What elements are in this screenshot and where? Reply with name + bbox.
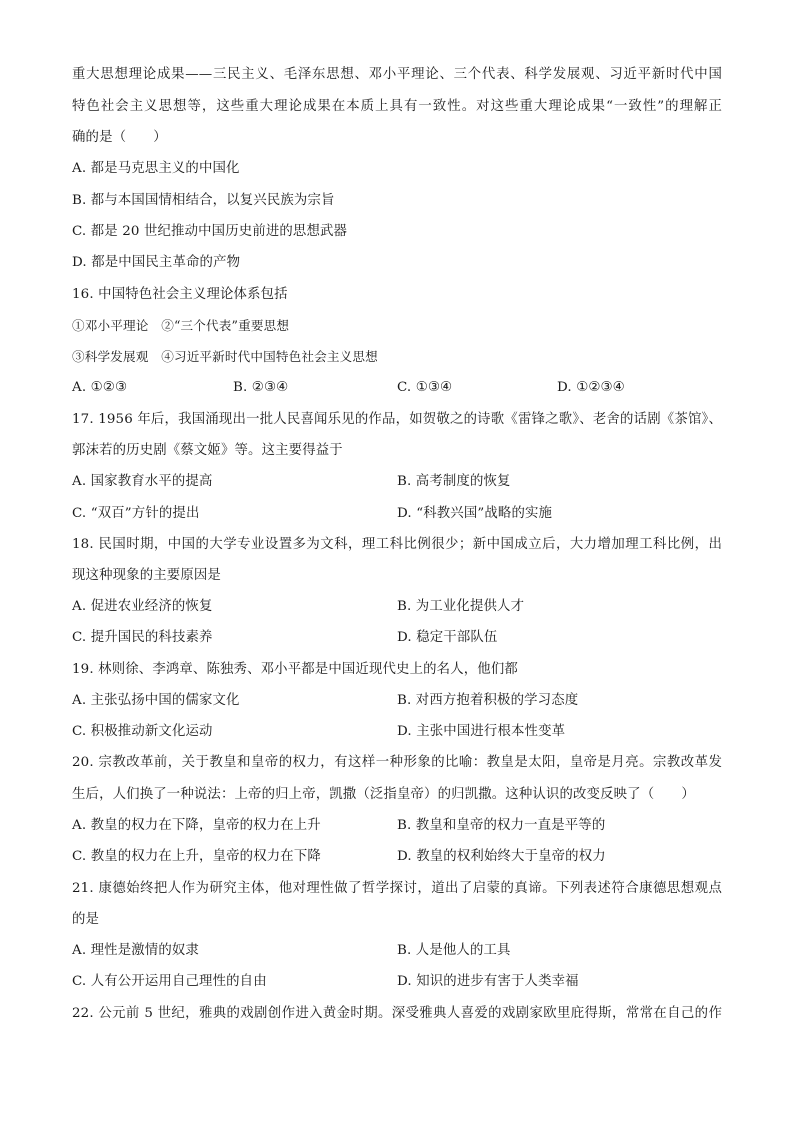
q21-option-b: B. 人是他人的工具 [397,943,511,958]
q18-stem-line-1: 18. 民国时期，中国的大学专业设置多为文科，理工科比例很少；新中国成立后，大力增加理工科比例，出 [72,537,722,552]
q16-option-a: A. ①②③ [72,380,128,395]
q20-option-b: B. 教皇和皇帝的权力一直是平等的 [397,818,606,833]
q21-option-d: D. 知识的进步有害于人类幸福 [397,974,579,989]
q16-items-line-2: ③科学发展观 ④习近平新时代中国特色社会主义思想 [72,349,378,364]
q17-option-c: C. “双百”方针的提出 [72,506,200,521]
q19-stem: 19. 林则徐、李鸿章、陈独秀、邓小平都是中国近现代史上的名人，他们都 [72,662,518,677]
q20-stem-line-2: 生后，人们换了一种说法：上帝的归上帝，凯撒（泛指皇帝）的归凯撒。这种认识的改变反映了（ ） [72,787,695,802]
q20-option-d: D. 教皇的权利始终大于皇帝的权力 [397,849,606,864]
q22-stem-line-1: 22. 公元前 5 世纪，雅典的戏剧创作进入黄金时期。深受雅典人喜爱的戏剧家欧里庇得斯，常常在自己的作 [72,1006,722,1021]
q16-items-line-1: ①邓小平理论 ②“三个代表”重要思想 [72,318,290,333]
q19-option-b: B. 对西方抱着积极的学习态度 [397,693,579,708]
q21-option-a: A. 理性是激情的奴隶 [72,943,199,958]
q16-option-b: B. ②③④ [233,380,289,395]
q18-stem-line-2: 现这种现象的主要原因是 [72,568,221,583]
q15-option-b: B. 都与本国国情相结合，以复兴民族为宗旨 [72,193,335,208]
q16-option-c: C. ①③④ [397,380,453,395]
intro-line-1: 重大思想理论成果——三民主义、毛泽东思想、邓小平理论、三个代表、科学发展观、习近平新时代中国 [72,67,722,82]
q15-option-d: D. 都是中国民主革命的产物 [72,255,241,270]
q17-option-b: B. 高考制度的恢复 [397,474,511,489]
q21-stem-line-2: 的是 [72,912,100,927]
q18-option-b: B. 为工业化提供人才 [397,599,525,614]
q15-option-a: A. 都是马克思主义的中国化 [72,161,240,176]
q17-stem-line-2: 郭沫若的历史剧《蔡文姬》等。这主要得益于 [72,443,343,458]
q18-option-a: A. 促进农业经济的恢复 [72,599,213,614]
q19-option-a: A. 主张弘扬中国的儒家文化 [72,693,240,708]
q20-option-c: C. 教皇的权力在上升，皇帝的权力在下降 [72,849,321,864]
q21-stem-line-1: 21. 康德始终把人作为研究主体，他对理性做了哲学探讨，道出了启蒙的真谛。下列表述符合康德思想观点 [72,881,722,896]
q17-stem-line-1: 17. 1956 年后，我国涌现出一批人民喜闻乐见的作品，如贺敬之的诗歌《雷锋之歌》、老舍的话剧《茶馆》、 [72,412,722,427]
q19-option-d: D. 主张中国进行根本性变革 [397,724,566,739]
q19-option-c: C. 积极推动新文化运动 [72,724,213,739]
q18-option-d: D. 稳定干部队伍 [397,630,498,645]
q17-option-d: D. “科教兴国”战略的实施 [397,506,553,521]
q16-option-d: D. ①②③④ [557,380,625,395]
intro-line-2: 特色社会主义思想等，这些重大理论成果在本质上具有一致性。对这些重大理论成果“一致性”的理解正 [72,99,722,114]
q16-stem: 16. 中国特色社会主义理论体系包括 [72,287,288,302]
intro-line-3: 确的是（ ） [72,130,167,145]
q20-option-a: A. 教皇的权力在下降，皇帝的权力在上升 [72,818,321,833]
q18-option-c: C. 提升国民的科技素养 [72,630,213,645]
q17-option-a: A. 国家教育水平的提高 [72,474,213,489]
q21-option-c: C. 人有公开运用自己理性的自由 [72,974,267,989]
q15-option-c: C. 都是 20 世纪推动中国历史前进的思想武器 [72,224,348,239]
q20-stem-line-1: 20. 宗教改革前，关于教皇和皇帝的权力，有这样一种形象的比喻：教皇是太阳，皇帝是月亮。宗教改革发 [72,755,722,770]
